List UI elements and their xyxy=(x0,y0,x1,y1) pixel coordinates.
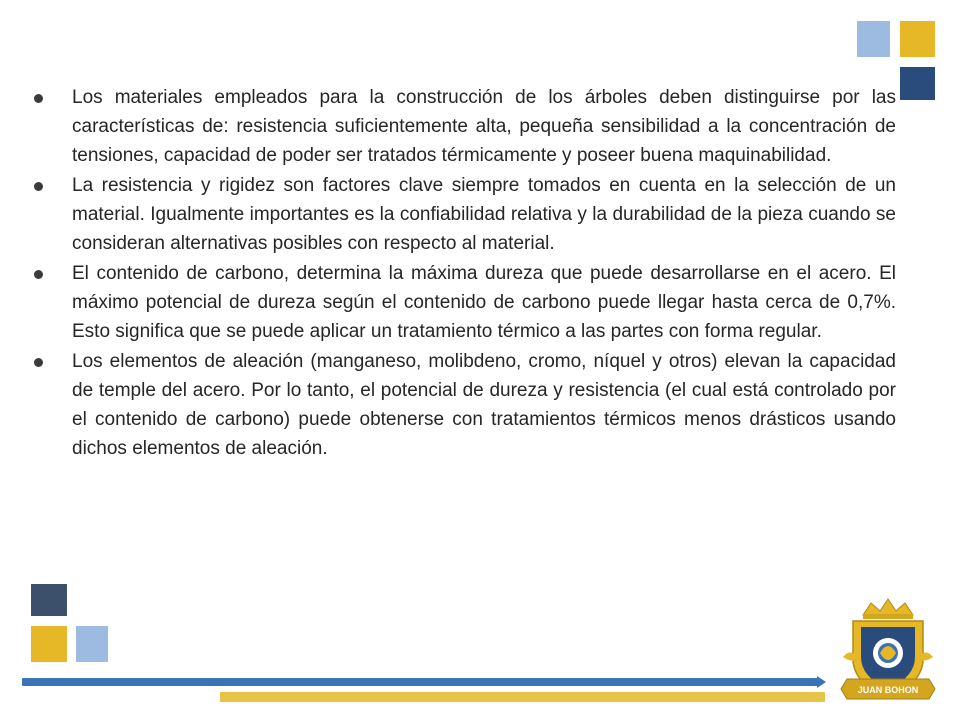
bullet-item xyxy=(34,83,896,170)
bullet-text: El contenido de carbono, determina la máxima dureza que puede desarrollarse en el acero. El máximo potencial de dureza según el contenido de carbono puede llegar hasta cerca de 0,7%. Esto significa que se puede aplicar un tratamiento térmico a las partes con forma regular. xyxy=(72,263,896,342)
decor-square-navy xyxy=(900,67,935,100)
arrow-right-icon xyxy=(817,676,826,688)
slide-content xyxy=(34,83,896,464)
decor-square-light-blue xyxy=(857,21,890,57)
footer-bar-blue xyxy=(22,678,820,686)
decor-square-slate xyxy=(31,584,67,616)
bullet-text: Los elementos de aleación (manganeso, molibdeno, cromo, níquel y otros) elevan la capacidad de temple del acero. Por lo tanto, el potencial de dureza y resistencia (el cual está controlado por el contenido de carbono) puede obtenerse con tratamientos térmicos menos drásticos usando dichos elementos de aleación. xyxy=(72,351,896,459)
footer-bar-gold xyxy=(220,692,825,702)
bullet-dot-icon xyxy=(34,358,43,367)
bullet-text: Los materiales empleados para la construcción de los árboles deben distinguirse por las características de: resistencia suficientemente alta, pequeña sensibilidad a la concentración de tensiones, capacidad de poder ser tratados térmicamente y poseer buena maquinabilidad. xyxy=(72,87,896,166)
bullet-dot-icon xyxy=(34,270,43,279)
decor-square-gold xyxy=(900,21,935,57)
juan-bohon-logo xyxy=(833,597,943,707)
bullet-item xyxy=(34,259,896,346)
bullet-item xyxy=(34,171,896,258)
shield-logo-icon xyxy=(833,597,943,707)
bullet-dot-icon xyxy=(34,182,43,191)
logo-text: JUAN BOHON xyxy=(857,685,919,695)
bullet-item xyxy=(34,347,896,463)
bullet-list xyxy=(34,83,896,463)
decor-square-gold xyxy=(31,626,67,662)
bullet-text: La resistencia y rigidez son factores clave siempre tomados en cuenta en la selección de un material. Igualmente importantes es la confiabilidad relativa y la durabilidad de la pieza cuando se consideran alternativas posibles con respecto al material. xyxy=(72,175,896,254)
decor-square-light-blue xyxy=(76,626,108,662)
bullet-dot-icon xyxy=(34,94,43,103)
